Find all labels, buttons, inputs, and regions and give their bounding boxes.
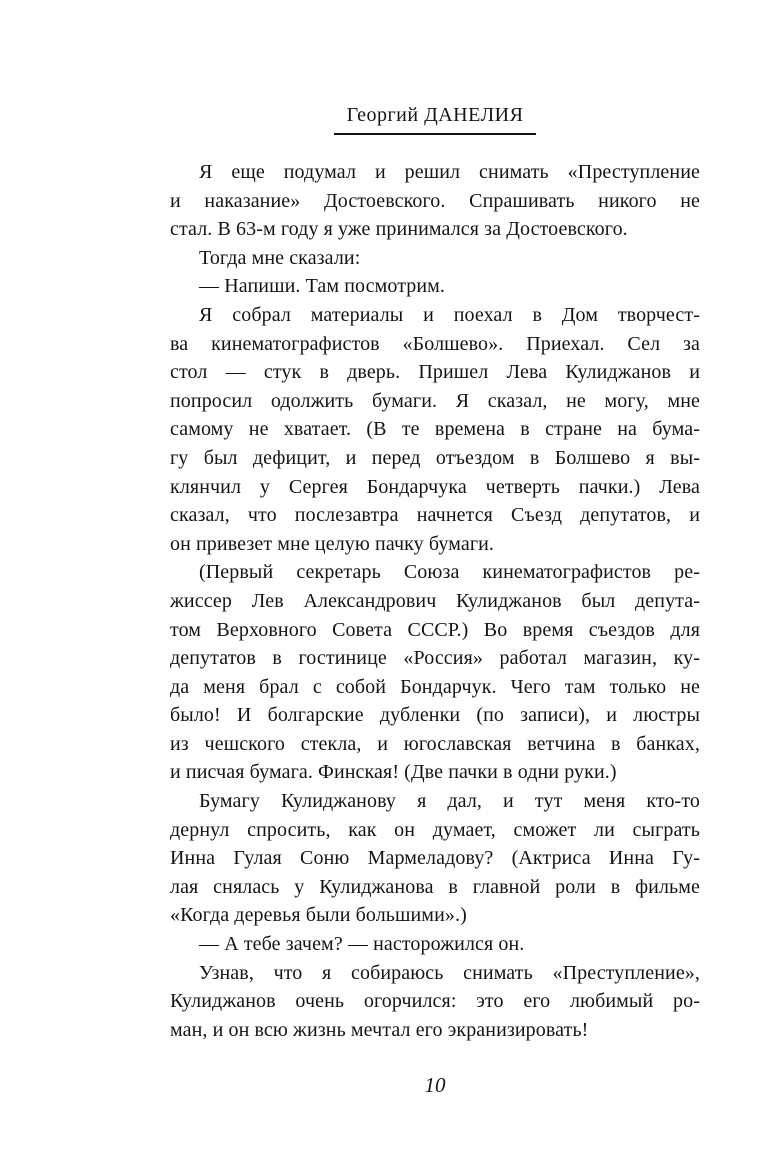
text-line: Я еще подумал и решил снимать «Преступление <box>199 161 700 183</box>
text-line: Бумагу Кулиджанову я дал, и тут меня кто-то <box>199 790 700 813</box>
text-line: — А тебе зачем? — насторожился он. <box>199 933 525 956</box>
text-line: клянчил у Сергея Бондарчука четверть пачки.) Лева <box>170 475 700 498</box>
text-line: самому не хватает. (В те времена в стране на бума- <box>170 418 700 441</box>
text-line: Тогда мне сказали: <box>199 246 361 269</box>
text-line: лая снялась у Кулиджанова в главной роли в фильме <box>170 875 700 898</box>
text-line: Кулиджанов очень огорчился: это его любимый ро- <box>170 990 700 1013</box>
text-line: том Верховного Совета СССР.) Во время съездов для <box>170 618 700 641</box>
text-line: Инна Гулая Соню Мармеладову? (Актриса Инна Гу- <box>170 847 700 870</box>
text-line: жиссер Лев Александрович Кулиджанов был депута- <box>170 589 700 612</box>
page-number: 10 <box>424 1073 446 1097</box>
text-line: было! И болгарские дубленки (по записи), и люстры <box>170 704 700 727</box>
text-line: ман, и он всю жизнь мечтал его экранизировать! <box>170 1018 589 1041</box>
text-line: Я собрал материалы и поехал в Дом творчест- <box>199 303 700 326</box>
text-line: «Когда деревья были большими».) <box>170 904 467 927</box>
text-line: да меня брал с собой Бондарчук. Чего там только не <box>170 675 700 698</box>
text-line: (Первый секретарь Союза кинематографистов ре- <box>199 561 700 584</box>
text-line: попросил одолжить бумаги. Я сказал, не могу, мне <box>170 389 700 412</box>
text-line: из чешского стекла, и югославская ветчина в банках, <box>170 732 700 755</box>
text-line: ва кинематографистов «Болшево». Приехал. Сел за <box>170 332 700 355</box>
text-line: — Напиши. Там посмотрим. <box>199 275 446 298</box>
text-line: дернул спросить, как он думает, сможет ли сыграть <box>170 818 700 841</box>
text-line: депутатов в гостинице «Россия» работал магазин, ку- <box>170 647 700 670</box>
text-line: он привезет мне целую пачку бумаги. <box>170 532 495 555</box>
running-header-wrap <box>170 104 700 135</box>
text-line: Узнав, что я собираюсь снимать «Преступление», <box>199 961 700 984</box>
text-line: стал. В 63-м году я уже принимался за Достоевского. <box>170 218 628 241</box>
text-line: стол — стук в дверь. Пришел Лева Кулиджанов и <box>170 361 700 384</box>
text-line: и писчая бумага. Финская! (Две пачки в одни руки.) <box>170 761 617 784</box>
body-text <box>170 158 700 1044</box>
text-line: и наказание» Достоевского. Спрашивать никого не <box>170 189 700 212</box>
running-header: Георгий ДАНЕЛИЯ <box>334 104 537 135</box>
text-line: сказал, что послезавтра начнется Съезд депутатов, и <box>170 504 700 527</box>
text-line: гу был дефицит, и перед отъездом в Болшево я вы- <box>170 446 700 469</box>
